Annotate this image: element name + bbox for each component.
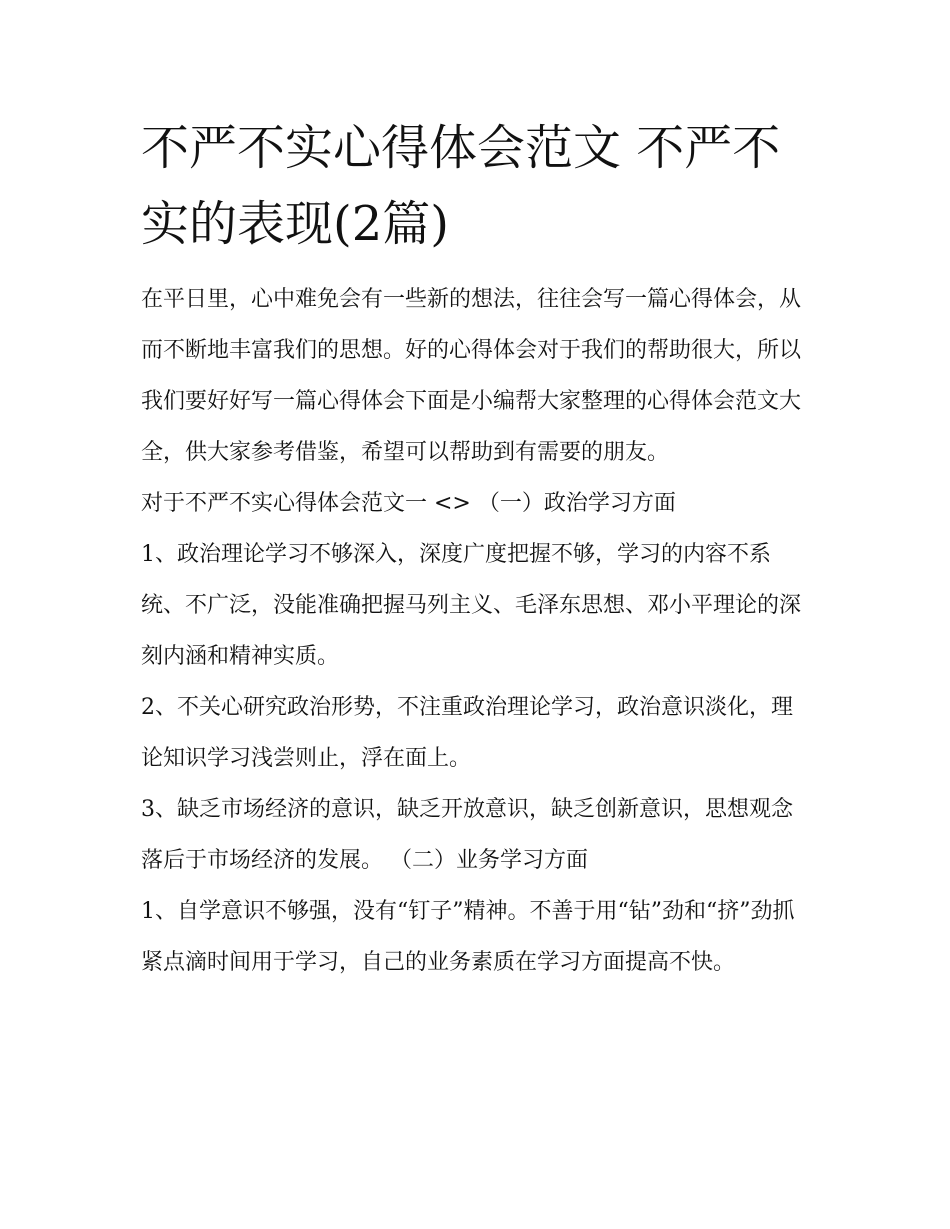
list-item: 1、政治理论学习不够深入，深度广度把握不够，学习的内容不系统、不广泛，没能准确把握马列主义、毛泽东思想、邓小平理论的深刻内涵和精神实质。 [141, 542, 802, 669]
document-content [141, 110, 813, 988]
list-item: 3、缺乏市场经济的意识，缺乏开放意识，缺乏创新意识，思想观念落后于市场经济的发展。 （二）业务学习方面 [141, 797, 793, 873]
list-item: 2、不关心研究政治形势，不注重政治理论学习，政治意识淡化，理论知识学习浅尝则止，浮在面上。 [141, 695, 793, 771]
intro-paragraph: 在平日里，心中难免会有一些新的想法，往往会写一篇心得体会，从而不断地丰富我们的思想。好的心得体会对于我们的帮助很大，所以我们要好好写一篇心得体会下面是小编帮大家整理的心得体会范文大全，供大家参考借鉴，希望可以帮助到有需要的朋友。 [141, 287, 802, 465]
document-body [141, 274, 813, 988]
document-title: 不严不实心得体会范文 不严不实的表现(2篇) [141, 120, 781, 252]
list-item: 1、自学意识不够强，没有“钉子”精神。不善于用“钻”劲和“挤”劲抓紧点滴时间用于学习，自己的业务素质在学习方面提高不快。 [141, 899, 795, 975]
section-heading-political-study: 对于不严不实心得体会范文一 <> （一）政治学习方面 [141, 491, 676, 516]
